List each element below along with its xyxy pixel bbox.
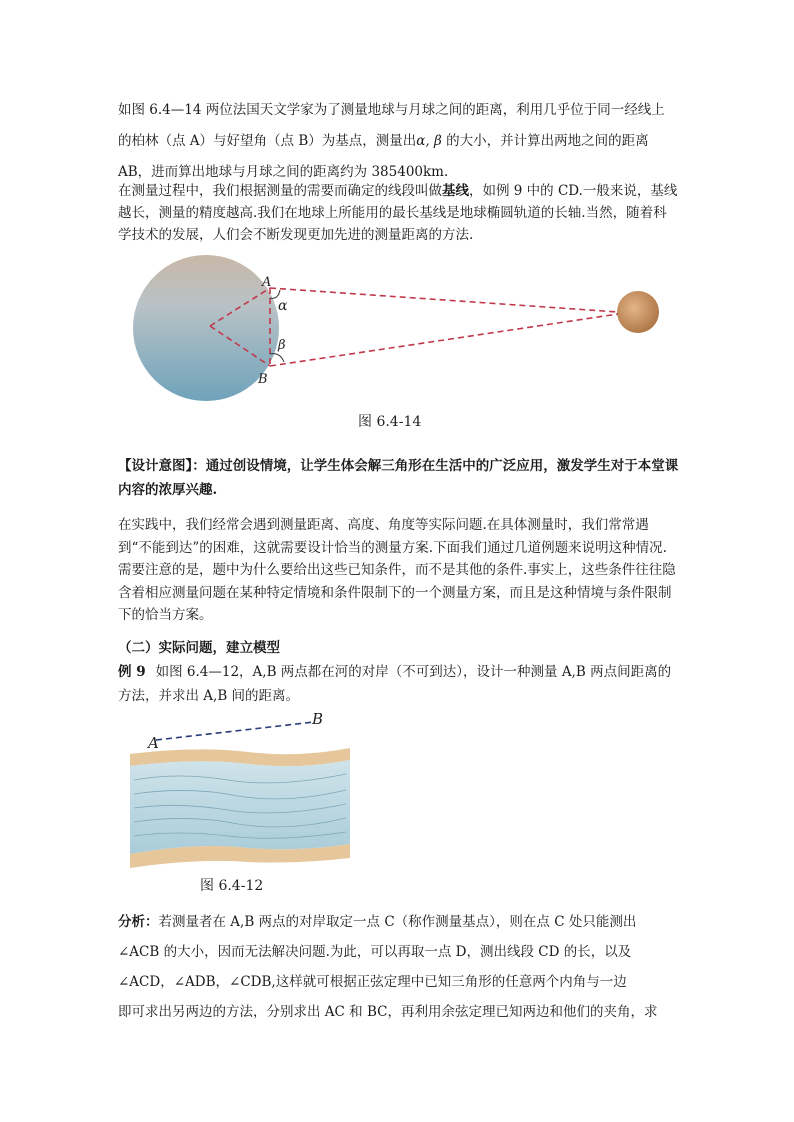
point-a-label: A (262, 275, 272, 290)
analysis-line-1 (118, 910, 636, 930)
river-water (130, 760, 350, 854)
point-b-label: B (258, 372, 268, 387)
intro-line-2 (118, 129, 649, 149)
example-9-label: 例 9 (118, 664, 146, 680)
example-9-line-2: 方法，并求出 A,B 间的距离。 (118, 688, 300, 704)
intro-line-2-pre: 的柏林（点 A）与好望角（点 B）为基点，测量出 (118, 133, 417, 149)
analysis-line-3: ∠ACD，∠ADB，∠CDB,这样就可根据正弦定理中已知三角形的任意两个内角与一边 (118, 974, 627, 990)
earth-moon-figure (118, 248, 678, 443)
river-figure (118, 708, 358, 898)
moon-circle (617, 291, 659, 333)
figure-2-caption: 图 6.4-12 (200, 878, 264, 894)
design-intent: 【设计意图】：通过创设情境，让学生体会解三角形在生活中的广泛应用，激发学生对于本堂课内容的浓厚兴趣. (118, 458, 679, 498)
intro-line-2-post: 的大小，并计算出两地之间的距离 (441, 133, 649, 149)
river-point-b-label: B (312, 710, 324, 728)
analysis-label: 分析： (118, 914, 159, 930)
baseline-paragraph (118, 180, 680, 246)
baseline-term: 基线 (442, 183, 469, 199)
analysis-line-4: 即可求出另两边的方法，分别求出 AC 和 BC，再利用余弦定理已知两边和他们的夹角，求 (118, 1004, 658, 1020)
intro-line-1: 如图 6.4—14 两位法国天文学家为了测量地球与月球之间的距离，利用几乎位于同一经线上 (118, 102, 665, 118)
section-heading: （二）实际问题，建立模型 (118, 640, 280, 656)
ab-dashed-line (156, 722, 314, 740)
intro-line-3: AB，进而算出地球与月球之间的距离约为 385400km. (118, 164, 449, 180)
analysis-text-1: 若测量者在 A,B 两点的对岸取定一点 C（称作测量基点），则在点 C 处只能测出 (158, 914, 637, 930)
practice-paragraph: 在实践中，我们经常会遇到测量距离、高度、角度等实际问题.在具体测量时，我们常常遇到“不能到达”的困难，这就需要设计恰当的测量方案.下面我们通过几道例题来说明这种情况.需要注意的是，题中为什么要给出这些已知条件，而不是其他的条件.事实上，这些条件往往隐含着相应测量问题在某种特定情境和条件限制下的一个测量方案，而且是这种情境与条件限制下的恰当方案。 (118, 517, 676, 623)
alpha-label: α (278, 298, 288, 314)
baseline-text-pre: 在测量过程中，我们根据测量的需要而确定的线段叫做 (118, 183, 442, 199)
beta-label: β (278, 338, 286, 353)
example-9-line-1 (118, 660, 671, 680)
analysis-line-2: ∠ACB 的大小，因而无法解决问题.为此，可以再取一点 D，测出线段 CD 的长，以及 (118, 944, 632, 960)
angle-symbols: α, β (416, 133, 442, 149)
example-9-text-1: 如图 6.4—12，A,B 两点都在河的对岸（不可到达），设计一种测量 A,B 两点间距离的 (155, 664, 672, 680)
baseline-text-post: ，如例 9 中的 CD.一般来说，基线越长，测量的精度越高.我们在地球上所能用的最长基线是地球椭圆轨道的长轴.当然，随着科学技术的发展，人们会不断发现更加先进的测量距离的方法. (118, 183, 678, 243)
figure-1-caption: 图 6.4-14 (358, 414, 422, 430)
river-point-a-label: A (148, 734, 159, 752)
